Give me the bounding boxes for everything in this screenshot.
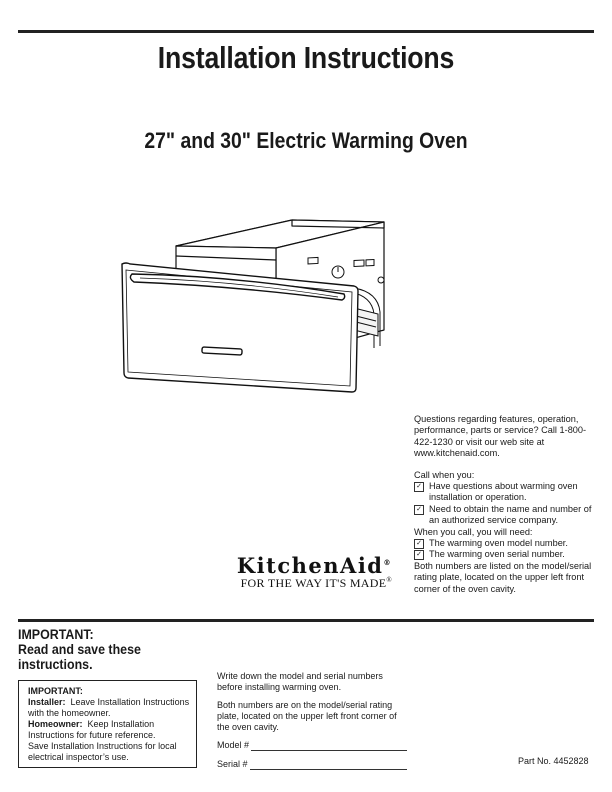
help-intro: Questions regarding features, operation, performance, parts or service? Call 1-800-422-1230 or visit our web site at www.kitchenaid.com. <box>414 414 587 459</box>
checkbox-icon: ✓ <box>414 505 424 515</box>
middle-rule <box>18 619 594 622</box>
numbers-note: Both numbers are listed on the model/serial rating plate, located on the upper left front corner of the oven cavity. <box>414 560 592 594</box>
page-title: Installation Instructions <box>157 40 455 75</box>
serial-number-field <box>217 759 407 770</box>
checkbox-icon: ✓ <box>414 482 424 492</box>
warming-oven-illustration <box>116 212 396 394</box>
location-text: Both numbers are on the model/serial rating plate, located on the upper left front corner of the oven cavity. <box>217 700 397 732</box>
top-rule <box>18 30 594 33</box>
logo-tagline: FOR THE WAY IT'S MADE <box>240 576 387 590</box>
checkbox-icon: ✓ <box>414 550 424 560</box>
page-subtitle: 27" and 30" Electric Warming Oven <box>144 128 468 153</box>
model-number-field <box>217 740 407 751</box>
checklist-item-text: Need to obtain the name and number of an authorized service company. <box>429 503 592 526</box>
serial-label: Serial # <box>217 759 248 769</box>
model-label: Model # <box>217 740 250 750</box>
important-heading-line1: IMPORTANT: <box>18 627 94 642</box>
important-heading-line2: Read and save these instructions. <box>18 642 141 672</box>
save-text: Save Installation Instructions for local electrical inspector’s use. <box>28 741 177 762</box>
logo-brand: KitchenAid <box>236 553 384 578</box>
checklist-item-text: The warming oven serial number. <box>429 549 565 560</box>
checklist-item <box>414 549 596 560</box>
kitchenaid-logo: KitchenAid® FOR THE WAY IT'S MADE® <box>236 553 392 590</box>
important-notice-box <box>18 680 197 768</box>
important-heading <box>18 627 202 672</box>
installer-label: Installer: <box>28 697 66 707</box>
serial-blank-line <box>250 760 407 770</box>
checklist-item <box>414 481 596 504</box>
checklist-item <box>414 538 596 549</box>
installer-text: Leave Installation Instructions with the homeowner. <box>28 697 190 718</box>
customer-help-section <box>414 414 596 595</box>
need-heading: When you call, you will need: <box>414 526 533 537</box>
part-number: Part No. 4452828 <box>518 756 589 766</box>
call-when-heading: Call when you: <box>414 469 475 480</box>
homeowner-label: Homeowner: <box>28 719 83 729</box>
write-down-text: Write down the model and serial numbers before installing warming oven. <box>217 671 383 692</box>
record-numbers-section <box>217 671 407 770</box>
checkbox-icon: ✓ <box>414 539 424 549</box>
checklist-item-text: Have questions about warming oven installation or operation. <box>429 481 578 503</box>
homeowner-text: Keep Installation Instructions for future reference. <box>28 719 156 740</box>
checklist-item-text: The warming oven model number. <box>429 538 568 549</box>
model-blank-line <box>251 741 407 751</box>
notice-title: IMPORTANT: <box>28 686 83 696</box>
checklist-item <box>414 504 596 527</box>
